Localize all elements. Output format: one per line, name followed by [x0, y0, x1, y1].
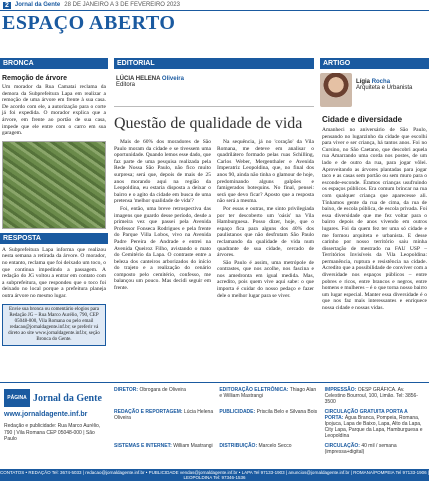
newspaper-logo — [4, 387, 110, 409]
staff-cell: REDAÇÃO E REPORTAGEM: Lúcia Helena Oliveira — [114, 409, 214, 421]
editorial-column — [114, 58, 314, 299]
bronca-text: Um morador da Rua Camatai reclama da demora da Subprefeitura Lapa em realizar a remoção de uma árvore em frente à sua casa. De acordo com ele, a autorização para o corte já foi expedida. O morador explica que a árvore, em frente ao portão de sua casa, impede que ele entre com o carro em sua garagem. — [2, 84, 106, 137]
staff-cell: DISTRIBUIÇÃO: Marcelo Secco — [219, 443, 292, 449]
staff-cell: SISTEMAS E INTERNET: William Mastrangi — [114, 443, 213, 449]
editorial-paragraph: Na sequência, já no 'coração' da Vila Romana, me deteve em analisar o quadrilátero formado pelas ruas Schilling, Carlos Weber, Mergenthaler e Avenida Imperatriz Leopoldina, que, no final dos anos 90, ainda não tinha o glamour de hoje, predominando alguns galpões e famigerados botequins. No final, pensei: será que devo ficar? Aposto que a resposta não será a mesma. — [217, 139, 314, 205]
contacts-bar: CONTATOS • REDAÇÃO Tel: 3674-5033 | redacao@jornaldagente.inf.br • PUBLICIDADE vendas@jornaldagente.inf.br • LAPA Tel 97133-1903 | anuncios@jornaldagente.inf.br | ROMANA/POMPEIA Tel 97133-1906 | LEOPOLDINA Tel: 97346-1536 — [0, 470, 429, 480]
page-header — [0, 0, 429, 10]
masthead-footer — [0, 382, 429, 480]
staff-cell: IMPRESSÃO: OESP GRÁFICA. Av. Celestino Bourroul, 100, Limão. Tel: 3856-3500 — [324, 387, 418, 405]
editorial-paragraph: Foi, então, uma breve retrospectiva das imagens que guardo desse período, desde a primeira vez que passei pela Avenida Professor Fonseca Rodrigues e pela frente do Parque Villa Lobos, vivo na Avenida Padre Pereira de Andrade e entrei na Avenida Queiroz Filho, avistando o mato do Cemitério da Lapa. O contraste entre a beleza dos canteiros arborizados do início do trajeto e a realização do cenário composto pelo cemitério, confesso, me balançou um pouco. Mas decidi seguir em frente. — [114, 205, 211, 292]
header-rule — [0, 10, 429, 11]
artigo-author-last: Rocha — [371, 79, 391, 85]
editorial-author-last: Oliveira — [161, 76, 184, 82]
editorial-paragraph: Por essas e outras, me sinto privilegiada por ter descoberto um 'oásis' na Vila Hamburguesa. Posso dizer, hoje, que o espaço fica para alguns dos 40% dos paulistanos que não desfrutam São Paulo reclamando da qualidade de vida num quadrante de sua cidade, cercado de árvores. — [217, 205, 314, 259]
staff-cell: EDITORAÇÃO ELETRÔNICA: Thiago Alan e William Mastrangi — [219, 387, 317, 399]
author-avatar — [320, 73, 352, 107]
staff-cell: DIRETOR: Obrogara de Oliveira — [114, 387, 186, 393]
artigo-column — [320, 58, 429, 312]
staff-grid — [114, 387, 424, 455]
page-number: 2 — [5, 1, 9, 9]
artigo-text: Amanheci no aniversário de São Paulo, pensando no lugarzinho da cidade que escolhi para viver e ser criança, há tantos anos. Foi no Cursino, no São Caetano, que descobri aquela rua Amarrando uma corda nos postes, de um lado e de outro da rua, para jogar vôlei. Aproveitando as árvores plantadas para jogar taco e as casas sem portão ou sem muro para o esconde-esconde. Éramos crianças usufruindo os espaços públicos. Era comum brincar na rua com qualquer criança que aparecesse ali. Tínhamos gente da rua de cima, da rua de baixo, de escola pública, de escola privada. Foi essa diversidade que me fez voltar para o bairro depois de anos vivendo em outros lugares. Foi da quem fez ter uma só cidade e me formou arquiteta e urbanista. E desse carinho por nosso território saiu minha dissertação de mestrado na FAU USP – Territórios Invisíveis da Vila Leopoldina: permanência, ruptura e resistência na cidade. Acredito que a possibilidade de conviver com a diversidade nos espaços públicos – entre pobres e ricos, entre brancos e negros, entre homens e mulheres – é o que torna nosso bairro um lugar especial. Manter essa diversidade é o que nos faz mais interessantes e enriquece nossa cidade e nossas vidas. — [322, 127, 427, 312]
editorial-headline: Questão de qualidade de vida — [114, 115, 303, 132]
artigo-author — [320, 73, 429, 109]
artigo-label: ARTIGO — [320, 58, 429, 69]
bronca-column — [0, 58, 108, 350]
artigo-author-first: Lígia — [356, 79, 371, 85]
issue-date: 28 DE JANEIRO A 3 DE FEVEREIRO 2023 — [64, 2, 180, 8]
staff-cell: CIRCULAÇÃO: 40 mil / semana (impressa+digital) — [324, 443, 397, 455]
resposta-label: RESPOSTA — [0, 233, 108, 244]
editorial-author-first: LÚCIA HELENA — [116, 76, 161, 82]
bronca-title: Remoção de árvore — [2, 75, 67, 82]
submission-note-box — [2, 304, 106, 346]
editorial-label: EDITORIAL — [114, 58, 314, 69]
submission-note-text: Envie sua bronca ou comentário elogios para Redação JG – Rua Marco Aurélio, 790, CEP 05048-000, Vila Romana ou pelo email redacao@jornaldagente.inf.br; se preferir vá direto ao site www.jornaldagente.inf.br, seção Bronca do Gente. — [8, 306, 100, 342]
artigo-title: Cidade e diversidade — [322, 115, 403, 124]
publication-name: Jornal da Gente — [14, 2, 61, 8]
logo-mark: PÁGINA — [4, 389, 30, 407]
editorial-author — [114, 73, 314, 107]
editorial-paragraph: Mais de 60% dos moradores de São Paulo moram da cidade e se tivessem uma oportunidade. Quando lemos esse dado, que faz parte de uma pesquisa realizada pela Rede Nossa São Paulo, não fico muito surpresa; será que, depois de mais de 25 anos morando aqui na região da Leopoldina, eu estaria disposta a deixar o bairro e o agito da cidade em busca de uma pretensa 'melhor qualidade de vida'? — [114, 139, 211, 205]
address-text: Redação e publicidade: Rua Marco Aurélio, 790 | Vila Romana CEP 05048-000 | São Paulo — [4, 423, 101, 442]
website-link[interactable]: www.jornaldagente.inf.br — [4, 411, 88, 418]
editorial-body — [114, 139, 314, 299]
section-title: ESPAÇO ABERTO — [2, 12, 176, 34]
staff-cell: PUBLICIDADE: Priscila Belo e Silvana Bois — [219, 409, 318, 415]
bronca-label: BRONCA — [0, 58, 108, 69]
logo-text: Jornal da Gente — [33, 392, 102, 404]
editorial-author-role: Editora — [116, 82, 136, 88]
editorial-paragraph: São Paulo é assim, uma metrópole de contrastes, que nos acolhe, nos fascina e nos amedronta em igual medida. Mas, acredito, pois quem vive aqui sabe: o que importa é cuidar do nosso pedaço e fazer dele o melhor lugar para se viver. — [217, 259, 314, 299]
resposta-text: A Subprefeitura Lapa informa que realizou nesta semana a retirada da árvore. O morador, no entanto, reclama que foi deixado um toco, o que continua impedindo a passagem. A redação do JG voltou a entrar em contato com a subprefeitura, que respondeu que o toco foi deixado no local porque a prefeitura planeja outra árvore no mesmo lugar. — [2, 246, 106, 299]
staff-cell: CIRCULAÇÃO GRATUITA PORTA A PORTA: Água Branca, Pompeia, Romana, Ipojuca, Lapa de Baixo, Lapa, Alto da Lapa, City Lapa, Parque da Lapa, Hamburguesa e Leopoldina — [324, 409, 423, 439]
tree-stump-photo — [2, 141, 106, 229]
artigo-author-role: Arquiteta e Urbanista — [356, 85, 413, 91]
